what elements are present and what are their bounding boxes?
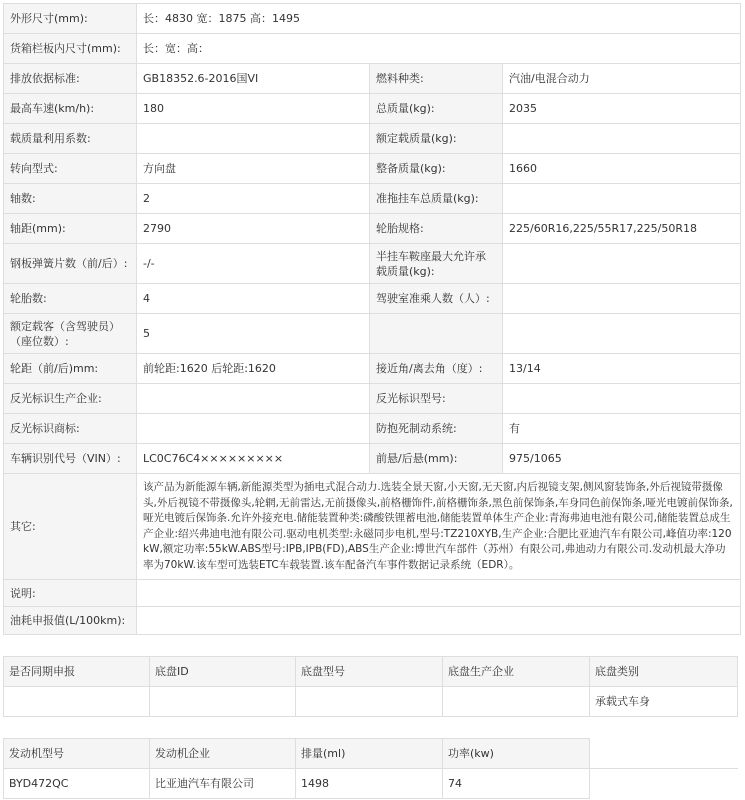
spec-label: 外形尺寸(mm): [4, 4, 137, 34]
column-header: 底盘类别 [590, 657, 738, 687]
table-cell [296, 687, 443, 717]
spec-label: 总质量(kg): [370, 94, 503, 124]
spec-value-other: 该产品为新能源车辆,新能源类型为插电式混合动力.选装全景天窗,小天窗,无天窗,内后视镜支架,侧风窗装饰条,外后视镜带摄像头,外后视镜不带摄像头,轮辋,无前雷达,无前摄像头,前格栅饰件,前格栅饰条,黑色前保饰条,车身同色前保饰条,哑光电镀前保饰条,哑光电镀后保饰条.允许外接充电.储能装置种类:磷酸铁锂蓄电池,储能装置单体生产企业:青海弗迪电池有限公司,储能装置总成生产企业:绍兴弗迪电池有限公司.驱动电机类型:永磁同步电机,型号:TZ210XYB,生产企业:合肥比亚迪汽车有限公司,峰值功率:120kW,额定功率:55kW.ABS型号:IPB,IPB(FD),ABS生产企业:博世汽车部件（苏州）有限公司,弗迪动力有限公司.发动机最大净功率为70kW.该车型可选装ETC车载装置.该车配备汽车事件数据记录系统（EDR）。 [137, 474, 741, 580]
spec-row [4, 414, 741, 444]
table-cell-empty [590, 769, 738, 799]
spec-value [137, 384, 370, 414]
table-cell [4, 687, 150, 717]
column-header-empty [590, 739, 738, 769]
spec-row [4, 154, 741, 184]
column-header: 是否同期申报 [4, 657, 150, 687]
spec-label: 前悬/后悬(mm): [370, 444, 503, 474]
chassis-header-row [4, 657, 738, 687]
vehicle-spec-table [3, 3, 741, 635]
spec-label: 半挂车鞍座最大允许承载质量(kg): [370, 244, 503, 284]
spec-value [503, 384, 741, 414]
spec-row-fuel [4, 607, 741, 635]
table-cell: 1498 [296, 769, 443, 799]
spec-row [4, 354, 741, 384]
spec-row [4, 64, 741, 94]
spec-label: 整备质量(kg): [370, 154, 503, 184]
spec-value [503, 314, 741, 354]
spec-label: 货箱栏板内尺寸(mm): [4, 34, 137, 64]
spec-value: 汽油/电混合动力 [503, 64, 741, 94]
spec-value [503, 124, 741, 154]
spec-row [4, 244, 741, 284]
spec-value: GB18352.6-2016国VI [137, 64, 370, 94]
column-header: 发动机型号 [4, 739, 150, 769]
column-header: 底盘ID [150, 657, 296, 687]
spec-label: 燃料种类: [370, 64, 503, 94]
spec-label: 油耗申报值(L/100km): [4, 607, 137, 635]
spec-value [137, 607, 741, 635]
column-header: 发动机企业 [150, 739, 296, 769]
spec-value: 2790 [137, 214, 370, 244]
engine-header-row [4, 739, 738, 769]
spec-label: 准拖挂车总质量(kg): [370, 184, 503, 214]
spec-row [4, 184, 741, 214]
column-header: 底盘生产企业 [443, 657, 590, 687]
column-header: 底盘型号 [296, 657, 443, 687]
table-row [4, 769, 738, 799]
spec-label: 反光标识商标: [4, 414, 137, 444]
table-cell: 比亚迪汽车有限公司 [150, 769, 296, 799]
table-cell [150, 687, 296, 717]
spec-row [4, 94, 741, 124]
table-cell: BYD472QC [4, 769, 150, 799]
spec-value [503, 284, 741, 314]
spec-value: 长：宽：高： [137, 34, 741, 64]
spec-row-note [4, 580, 741, 607]
spec-value: 前轮距:1620 后轮距:1620 [137, 354, 370, 384]
spec-value: 975/1065 [503, 444, 741, 474]
column-header: 功率(kw) [443, 739, 590, 769]
spec-value: LC0C76C4××××××××× [137, 444, 370, 474]
chassis-table [3, 656, 738, 717]
spec-label: 反光标识型号: [370, 384, 503, 414]
spec-value: 1660 [503, 154, 741, 184]
spec-label: 驾驶室准乘人数（人）: [370, 284, 503, 314]
spec-label: 接近角/离去角（度）: [370, 354, 503, 384]
spec-label: 转向型式: [4, 154, 137, 184]
spec-label: 载质量利用系数: [4, 124, 137, 154]
spec-label: 其它: [4, 474, 137, 580]
spec-label: 钢板弹簧片数（前/后）: [4, 244, 137, 284]
spec-label: 额定载质量(kg): [370, 124, 503, 154]
spec-label: 反光标识生产企业: [4, 384, 137, 414]
spec-label: 排放依据标准: [4, 64, 137, 94]
spec-row [4, 124, 741, 154]
spec-label: 防抱死制动系统: [370, 414, 503, 444]
spec-value: 225/60R16,225/55R17,225/50R18 [503, 214, 741, 244]
spec-value: 5 [137, 314, 370, 354]
table-cell [443, 687, 590, 717]
spec-row [4, 214, 741, 244]
spec-row [4, 444, 741, 474]
spec-label: 轮距（前/后)mm: [4, 354, 137, 384]
spec-label: 轴距(mm): [4, 214, 137, 244]
spec-row-cargo [4, 34, 741, 64]
table-cell: 承载式车身 [590, 687, 738, 717]
spec-label: 最高车速(km/h): [4, 94, 137, 124]
spec-row [4, 284, 741, 314]
spec-value: 180 [137, 94, 370, 124]
spec-value [137, 124, 370, 154]
spec-value: 4 [137, 284, 370, 314]
table-row [4, 687, 738, 717]
spec-row-dimensions [4, 4, 741, 34]
spec-label: 车辆识别代号（VIN）: [4, 444, 137, 474]
spec-value [503, 184, 741, 214]
column-header: 排量(ml) [296, 739, 443, 769]
spec-label: 轮胎规格: [370, 214, 503, 244]
spec-value [503, 244, 741, 284]
table-cell: 74 [443, 769, 590, 799]
engine-table [3, 738, 738, 799]
spec-label: 轮胎数: [4, 284, 137, 314]
spec-value: 方向盘 [137, 154, 370, 184]
spec-label [370, 314, 503, 354]
spec-label: 说明: [4, 580, 137, 607]
spec-label: 轴数: [4, 184, 137, 214]
spec-value: -/- [137, 244, 370, 284]
spec-value [137, 414, 370, 444]
spec-value: 13/14 [503, 354, 741, 384]
spec-row [4, 314, 741, 354]
spec-value: 2 [137, 184, 370, 214]
spec-row-other [4, 474, 741, 580]
spec-row [4, 384, 741, 414]
spec-value: 有 [503, 414, 741, 444]
spec-label: 额定载客（含驾驶员）（座位数）: [4, 314, 137, 354]
spec-value: 2035 [503, 94, 741, 124]
spec-value [137, 580, 741, 607]
spec-value: 长：4830 宽：1875 高：1495 [137, 4, 741, 34]
